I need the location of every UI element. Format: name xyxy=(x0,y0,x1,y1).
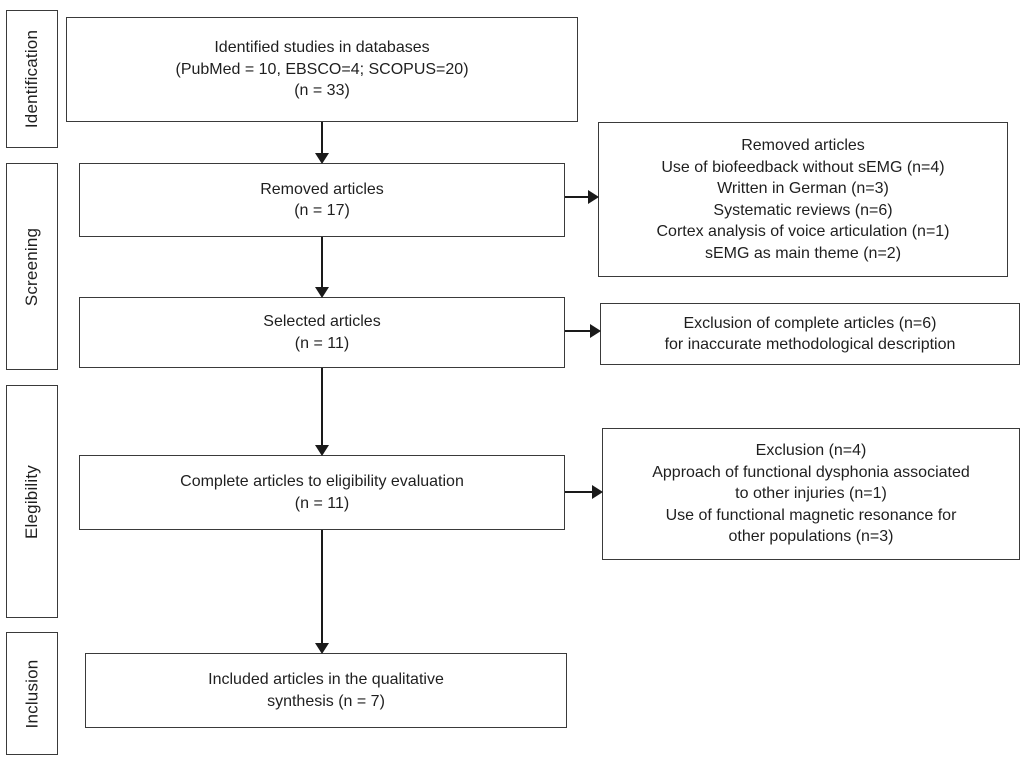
arrow-head xyxy=(588,190,599,204)
down-arrow-icon xyxy=(315,368,329,456)
down-arrow-icon xyxy=(315,237,329,298)
side-box-exclusion-reasons xyxy=(602,428,1020,560)
stage-label-screening xyxy=(6,163,58,370)
box-text-line: Identified studies in databases xyxy=(214,39,430,57)
box-text-line: Approach of functional dysphonia associated xyxy=(652,463,970,481)
arrow-head xyxy=(315,643,329,654)
stage-label-text: Elegibility xyxy=(22,464,42,539)
stage-label-text: Identification xyxy=(22,29,42,129)
box-text-line: for inaccurate methodological description xyxy=(664,336,956,353)
box-text-line: sEMG as main theme (n=2) xyxy=(704,244,902,262)
stage-label-identification xyxy=(6,10,58,148)
arrow-shaft xyxy=(565,330,591,332)
box-text-line: (n = 11) xyxy=(294,494,350,512)
box-text-line: (n = 33) xyxy=(294,82,350,100)
right-arrow-icon xyxy=(565,190,599,204)
arrow-shaft xyxy=(565,491,593,493)
right-arrow-icon xyxy=(565,485,603,499)
arrow-head xyxy=(590,324,601,338)
arrow-shaft xyxy=(321,530,323,643)
box-text-line: to other injuries (n=1) xyxy=(735,485,887,503)
arrow-head xyxy=(315,287,329,298)
down-arrow-icon xyxy=(315,122,329,164)
arrow-shaft xyxy=(321,122,323,153)
stage-label-elegibility xyxy=(6,385,58,618)
box-text-line: Use of biofeedback without sEMG (n=4) xyxy=(661,158,945,176)
box-text-line: Selected articles xyxy=(263,313,381,330)
arrow-shaft xyxy=(565,196,589,198)
arrow-shaft xyxy=(321,368,323,445)
box-text-line: Included articles in the qualitative xyxy=(208,671,444,688)
side-box-removed-reasons xyxy=(598,122,1008,277)
box-text-line: Removed articles xyxy=(741,137,865,154)
box-text-line: (n = 11) xyxy=(294,334,350,352)
box-text-line: Complete articles to eligibility evaluation xyxy=(180,473,464,490)
box-text-line: other populations (n=3) xyxy=(728,528,894,546)
right-arrow-icon xyxy=(565,324,601,338)
box-selected-articles xyxy=(79,297,565,368)
box-eligibility-evaluation xyxy=(79,455,565,530)
box-text-line: synthesis (n = 7) xyxy=(267,692,385,710)
arrow-head xyxy=(315,153,329,164)
box-text-line: Written in German (n=3) xyxy=(717,180,889,197)
stage-label-text: Screening xyxy=(22,227,42,306)
box-text-line: Use of functional magnetic resonance for xyxy=(665,506,957,524)
box-text-line: (PubMed = 10, EBSCO=4; SCOPUS=20) xyxy=(175,60,469,78)
side-box-exclusion-complete-articles xyxy=(600,303,1020,365)
box-text-line: Removed articles xyxy=(260,180,384,198)
down-arrow-icon xyxy=(315,530,329,654)
box-removed-articles xyxy=(79,163,565,237)
arrow-head xyxy=(592,485,603,499)
box-included-articles xyxy=(85,653,567,728)
box-text-line: Exclusion of complete articles (n=6) xyxy=(683,314,937,332)
box-text-line: Exclusion (n=4) xyxy=(755,442,867,460)
box-text-line: Systematic reviews (n=6) xyxy=(713,201,893,219)
box-text-line: (n = 17) xyxy=(294,202,350,219)
box-text-line: Cortex analysis of voice articulation (n=1) xyxy=(656,223,950,240)
box-identified-studies xyxy=(66,17,578,122)
arrow-shaft xyxy=(321,237,323,287)
arrow-head xyxy=(315,445,329,456)
stage-label-text: Inclusion xyxy=(22,659,41,728)
stage-label-inclusion xyxy=(6,632,58,755)
